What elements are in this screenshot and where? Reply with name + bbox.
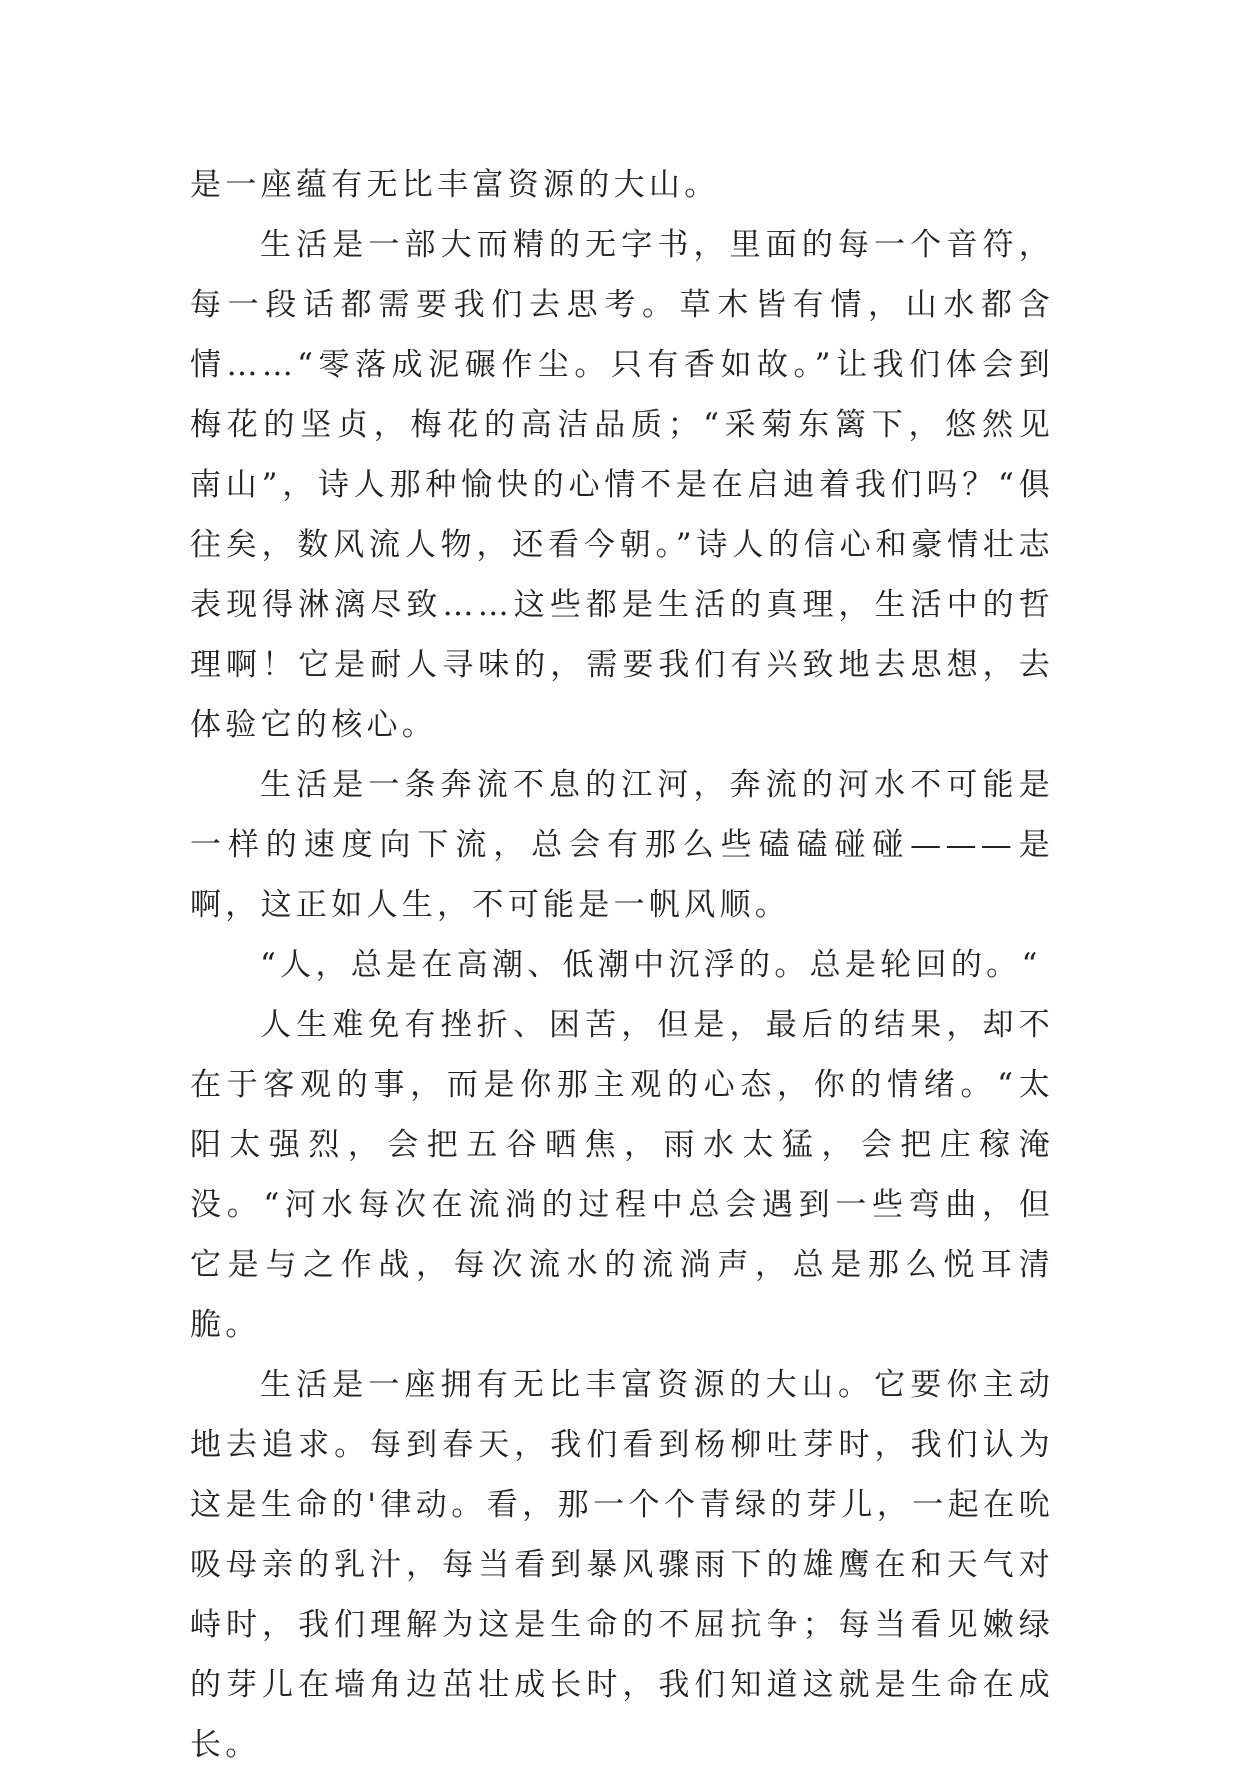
paragraph-6: 生活是一座拥有无比丰富资源的大山。它要你主动地去追求。每到春天，我们看到杨柳吐芽时，我们认为这是生命的'律动。看，那一个个青绿的芽儿，一起在吮吸母亲的乳汁，每当看到暴风骤雨下的雄鹰在和天气对峙时，我们理解为这是生命的不屈抗争；每当看见嫩绿的芽儿在墙角边茁壮成长时，我们知道这就是生命在成长。 xyxy=(190,1367,1054,1763)
paragraph-5: 人生难免有挫折、困苦，但是，最后的结果，却不在于客观的事，而是你那主观的心态，你的情绪。“太阳太强烈，会把五谷晒焦，雨水太猛，会把庄稼淹没。“河水每次在流淌的过程中总会遇到一些弯曲，但它是与之作战，每次流水的流淌声，总是那么悦耳清脆。 xyxy=(190,1007,1054,1343)
document-body xyxy=(190,155,1054,1775)
paragraph-3: 生活是一条奔流不息的江河，奔流的河水不可能是一样的速度向下流，总会有那么些磕磕碰碰———是啊，这正如人生，不可能是一帆风顺。 xyxy=(190,767,1054,923)
paragraph-1: 是一座蕴有无比丰富资源的大山。 xyxy=(190,167,720,203)
paragraph-2: 生活是一部大而精的无字书，里面的每一个音符，每一段话都需要我们去思考。草木皆有情，山水都含情……“零落成泥碾作尘。只有香如故。”让我们体会到梅花的坚贞，梅花的高洁品质；“采菊东篱下，悠然见南山”，诗人那种愉快的心情不是在启迪着我们吗？“俱往矣，数风流人物，还看今朝。”诗人的信心和豪情壮志表现得淋漓尽致……这些都是生活的真理，生活中的哲理啊！它是耐人寻味的，需要我们有兴致地去思想，去体验它的核心。 xyxy=(190,227,1054,743)
paragraph-4: “人，总是在高潮、低潮中沉浮的。总是轮回的。“ xyxy=(260,947,1042,983)
